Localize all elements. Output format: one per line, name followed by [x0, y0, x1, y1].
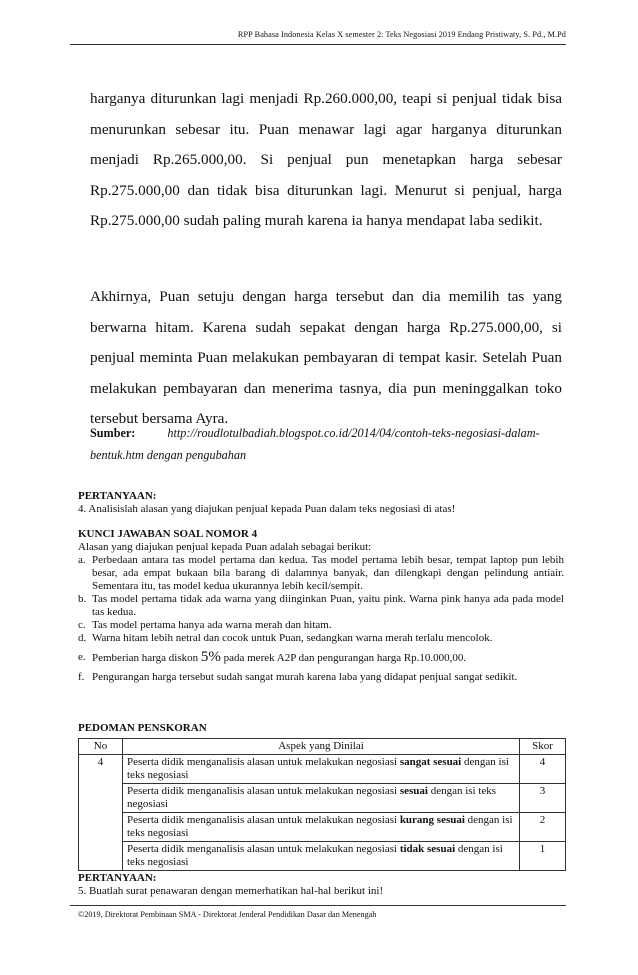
- footer-divider: [70, 905, 566, 906]
- answer-key: [78, 528, 564, 684]
- answer-key-intro: Alasan yang diajukan penjual kepada Puan adalah sebagai berikut:: [78, 541, 372, 553]
- question-5: [78, 872, 564, 898]
- answer-item: d. Warna hitam lebih netral dan cocok untuk Puan, sedangkan warna merah terlalu mencolok.: [78, 632, 493, 644]
- column-header: No: [79, 739, 123, 755]
- answer-item: c. Tas model pertama hanya ada warna merah dan hitam.: [78, 619, 332, 631]
- scoring-header-row: [79, 739, 566, 755]
- aspect-cell: Peserta didik menganalisis alasan untuk melakukan negosiasi tidak sesuai dengan isi teks negosiasi: [123, 842, 520, 871]
- source-suffix: dengan pengubahan: [146, 448, 247, 462]
- header-divider: [70, 44, 566, 45]
- column-header: Aspek yang Dinilai: [123, 739, 520, 755]
- question-4-number: 4.: [78, 503, 87, 515]
- answer-key-heading: KUNCI JAWABAN SOAL NOMOR 4: [78, 528, 258, 540]
- question-5-number: 5.: [78, 885, 87, 897]
- story-paragraph-1: harganya diturunkan lagi menjadi Rp.260.000,00, teapi si penjual tidak bisa menurunkan sebesar itu. Puan menawar lagi agar harganya diturunkan menjadi Rp.265.000,00. Si penjual pun menetapkan harga sebesar Rp.275.000,00 dan tidak bisa diturunkan lagi. Menurut si penjual, harga Rp.275.000,00 sudah paling murah karena ia hanya mendapat laba sedikit.: [90, 90, 562, 230]
- scoring-heading: PEDOMAN PENSKORAN: [78, 722, 207, 734]
- question-5-text: [78, 885, 564, 898]
- table-row: [79, 784, 566, 813]
- table-row: [79, 813, 566, 842]
- table-row: [79, 842, 566, 871]
- table-row: [79, 755, 566, 784]
- score-cell: 1: [520, 842, 566, 871]
- story-paragraph-2: Akhirnya, Puan setuju dengan harga tersebut dan dia memilih tas yang berwarna hitam. Karena sudah sepakat dengan harga Rp.275.000,00, si penjual meminta Puan melakukan pembayaran di tempat kasir. Setelah Puan melakukan pembayaran dan menerima tasnya, dia pun meninggalkan toko tersebut bersama Ayra.: [90, 288, 562, 428]
- aspect-cell: Peserta didik menganalisis alasan untuk melakukan negosiasi sangat sesuai dengan isi teks negosiasi: [123, 755, 520, 784]
- score-cell: 2: [520, 813, 566, 842]
- aspect-cell: Peserta didik menganalisis alasan untuk melakukan negosiasi kurang sesuai dengan isi teks negosiasi: [123, 813, 520, 842]
- answer-item: a. Perbedaan antara tas model pertama dan kedua. Tas model pertama lebih besar, tempat laptop pun lebih besar, ada empat bukaan bila barang di dalamnya banyak, dan dilengkapi dengan pelindung antiair. Sementara itu, tas model kedua ukurannya lebih kecil/sempit.: [78, 554, 564, 592]
- question-number-cell: 4: [79, 755, 123, 871]
- answer-item: b. Tas model pertama tidak ada warna yang diinginkan Puan, yaitu pink. Warna pink hanya ada pada model tas kedua.: [78, 593, 564, 618]
- question-4-text: [78, 503, 564, 516]
- page-footer: ©2019, Direktorat Pembinaan SMA - Direktorat Jenderal Pendidikan Dasar dan Menengah: [78, 910, 377, 919]
- answer-list: [78, 554, 564, 684]
- source-label: Sumber:: [90, 426, 136, 440]
- page-header: RPP Bahasa Indonesia Kelas X semester 2: Teks Negosiasi 2019 Endang Pristiwaty, S. Pd., M.Pd: [237, 30, 566, 39]
- scoring-table: [78, 738, 566, 871]
- score-cell: 3: [520, 784, 566, 813]
- question-4: [78, 490, 564, 516]
- source-citation: [90, 422, 562, 466]
- source-url: http://roudlotulbadiah.blogspot.co.id/2014/04/contoh-teks-negosiasi-dalam-bentuk.htm: [90, 426, 540, 462]
- aspect-cell: Peserta didik menganalisis alasan untuk melakukan negosiasi sesuai dengan isi teks negosiasi: [123, 784, 520, 813]
- answer-item: e. Pemberian harga diskon 5% pada merek A2P dan pengurangan harga Rp.10.000,00.: [78, 649, 467, 665]
- question-4-heading: PERTANYAAN:: [78, 490, 157, 502]
- score-cell: 4: [520, 755, 566, 784]
- question-4-prompt: Analisislah alasan yang diajukan penjual kepada Puan dalam teks negosiasi di atas!: [88, 503, 456, 515]
- question-5-prompt: Buatlah surat penawaran dengan memerhatikan hal-hal berikut ini!: [89, 885, 384, 897]
- answer-item: f. Pengurangan harga tersebut sudah sangat murah karena laba yang didapat penjual sangat sedikit.: [78, 671, 518, 683]
- column-header: Skor: [520, 739, 566, 755]
- question-5-heading: PERTANYAAN:: [78, 872, 157, 884]
